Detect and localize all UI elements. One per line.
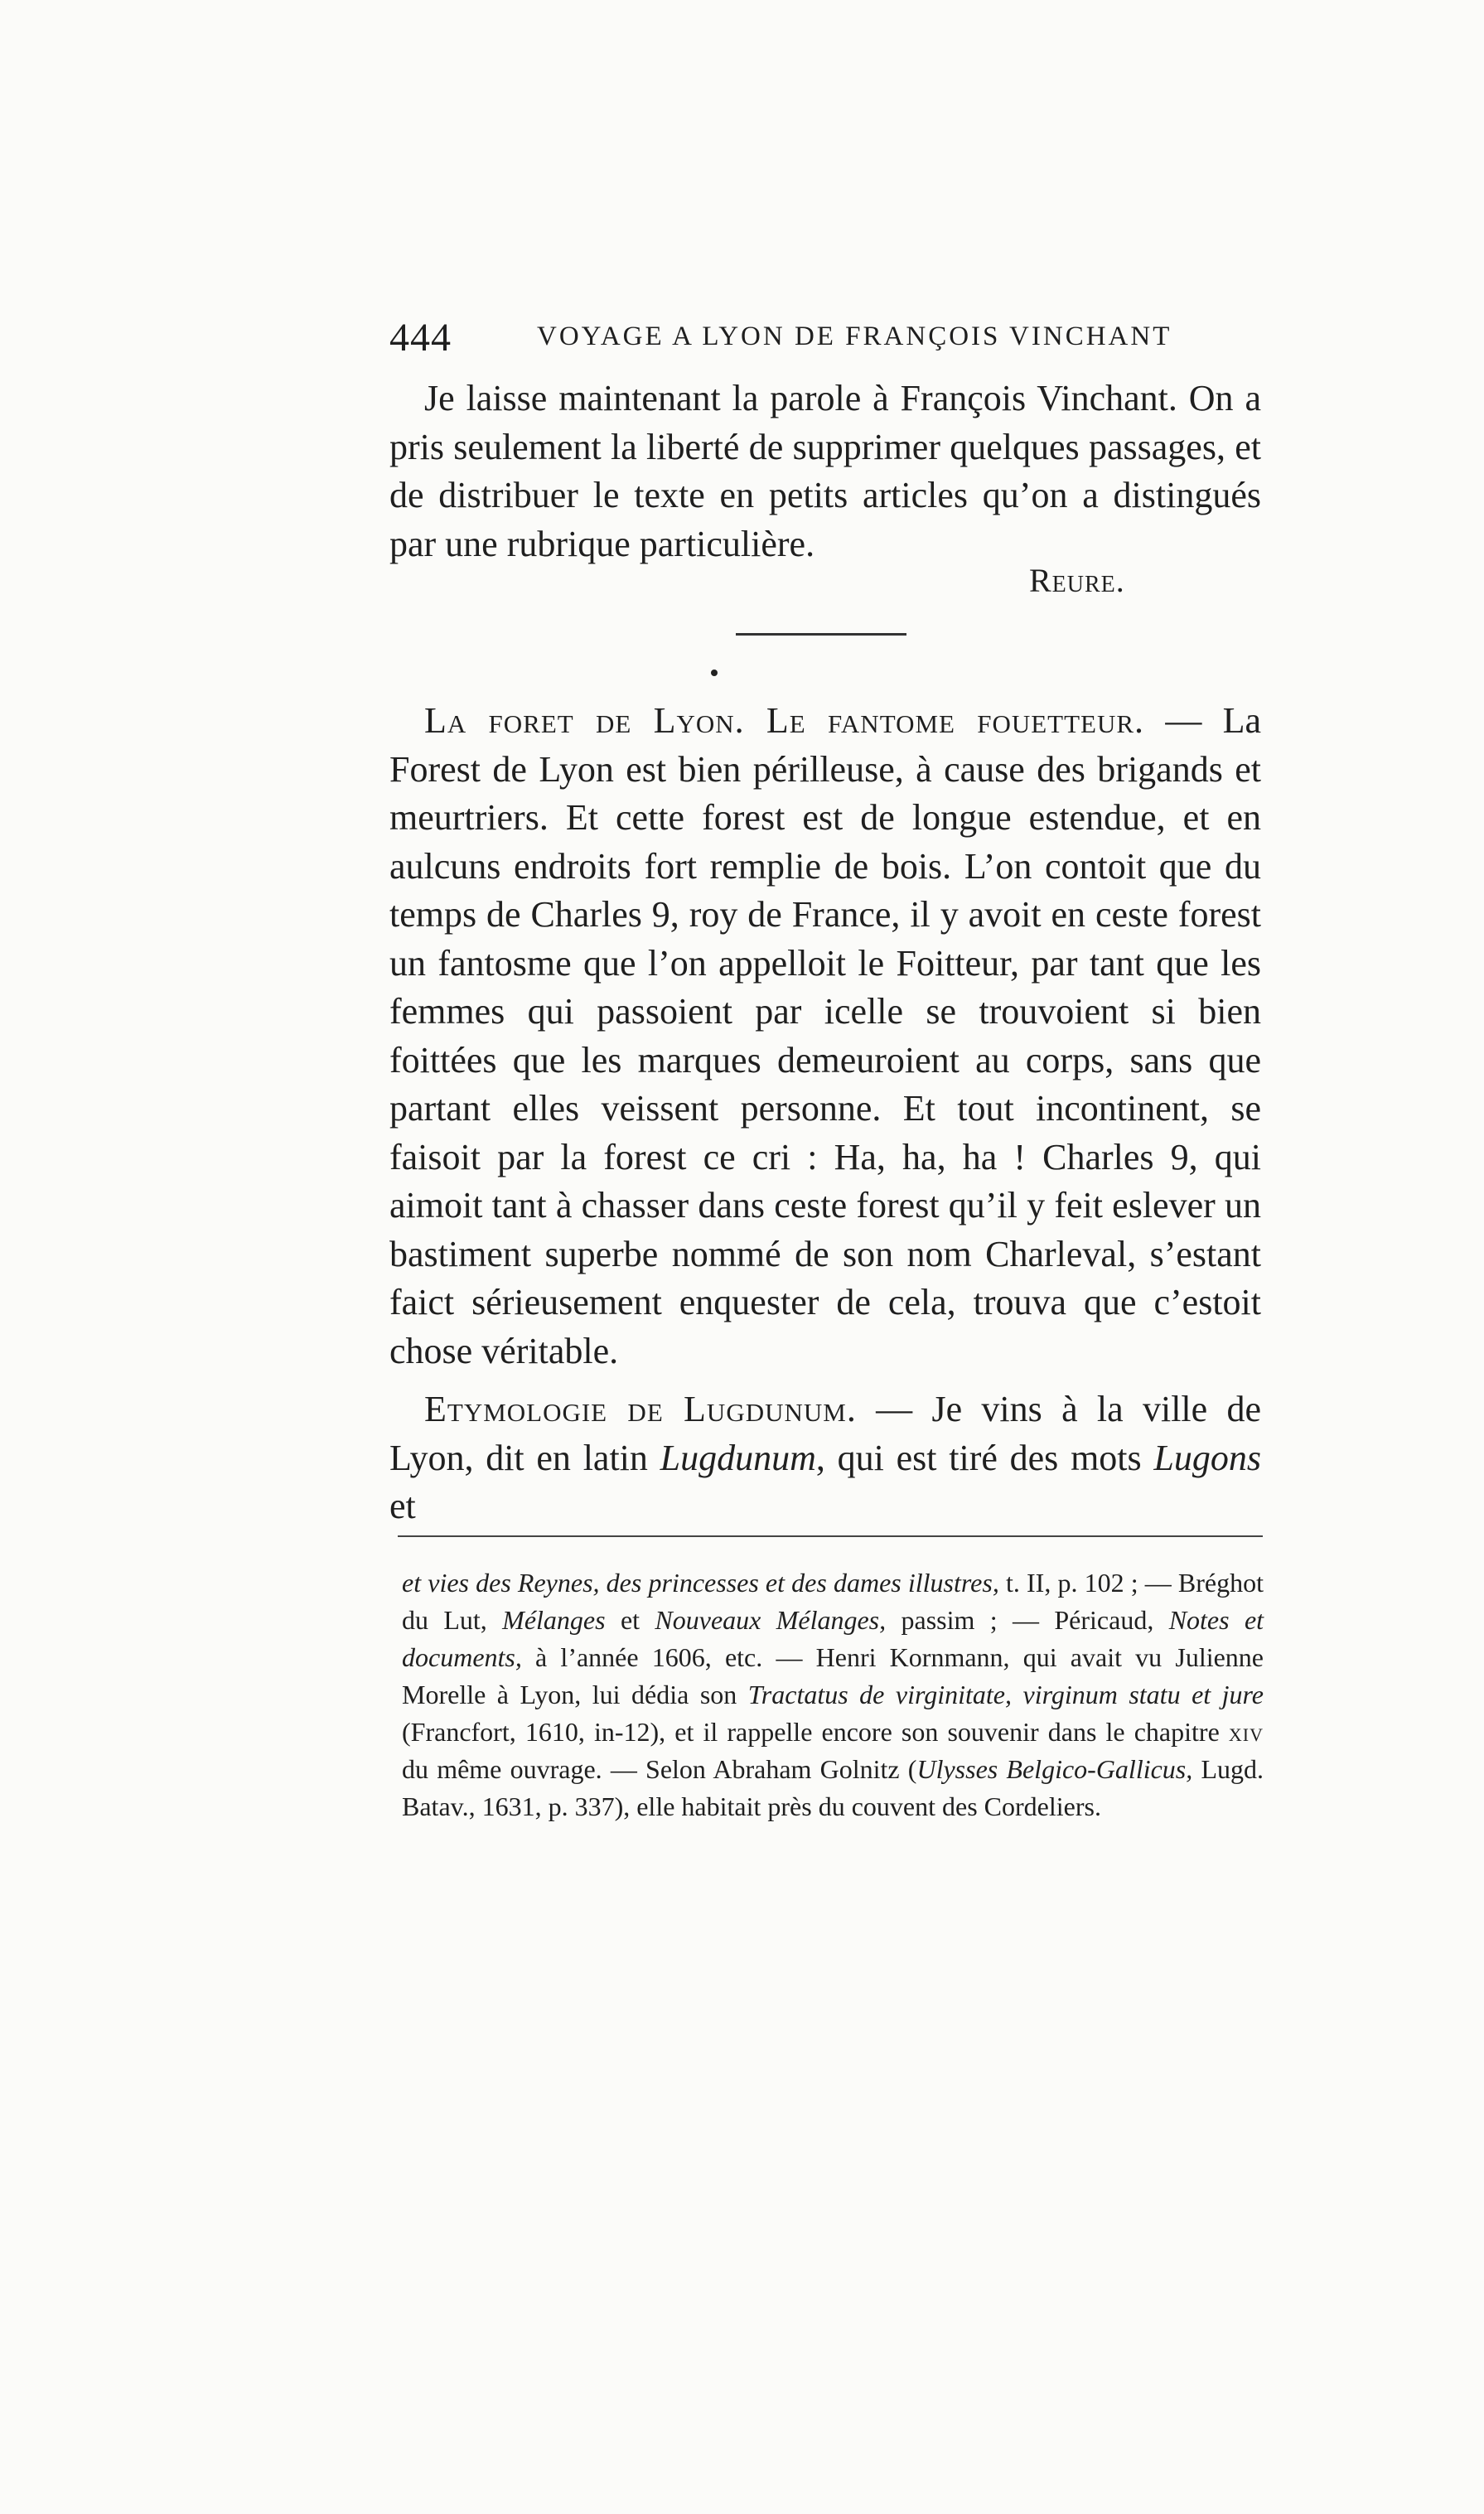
section2-heading: Etymologie de Lugdunum. — [424, 1389, 857, 1429]
section1-text: La Forest de Lyon est bien périlleuse, à cause des brigands et meurtriers. Et cette forest est de longue estendue, et en aulcuns endroits fort remplie de bois. L’on contoit que du temps de Charles 9, roy de France, il y avoit en ceste forest un fantosme que l’on appelloit le Foitteur, par tant que les femmes qui passoient par icelle se trouvoient si bien foittées que les marques demeuroient au corps, sans que partant elles veissent personne. Et tout incontinent, se faisoit par la forest ce cri : Ha, ha, ha ! Charles 9, qui aimoit tant à chasser dans ceste forest qu’il y feit eslever un bastiment superbe nommé de son nom Charleval, s’estant faict sérieusement enquester de cela, trouva que c’estoit chose véritable. — [389, 700, 1261, 1371]
page-number: 444 — [389, 316, 452, 360]
footnote-part: et — [605, 1605, 655, 1635]
footnote-part: Lugd. Batav., 1631, p. 337), elle habitait près du couvent des Cordeliers. — [402, 1754, 1264, 1821]
footnote-part: (Francfort, 1610, in-12), et il rappelle encore son souvenir dans le chapitre — [402, 1717, 1229, 1747]
author-signature: Reure. — [1029, 562, 1125, 599]
section2-text-b: , qui est tiré des mots — [815, 1437, 1154, 1478]
footnote-text — [402, 1564, 1264, 1825]
footnote-part: à l’année 1606, etc. — Henri Kornmann, qui avait vu Julienne Morelle à Lyon, lui dédia son — [402, 1642, 1264, 1709]
section2-dash: — — [856, 1389, 932, 1429]
separator-dot — [711, 670, 718, 676]
footnote-part: Mélanges — [502, 1605, 606, 1635]
footnote — [402, 1564, 1264, 1825]
section2-paragraph — [389, 1385, 1261, 1531]
footnote-part: passim ; — Péricaud, — [886, 1605, 1169, 1635]
section2-text-c: et — [389, 1486, 416, 1526]
footnote-rule — [398, 1535, 1263, 1537]
section1-paragraph — [389, 697, 1261, 1375]
section2-italic-lugdunum: Lugdunum — [660, 1437, 816, 1478]
section2-italic-lugons: Lugons — [1153, 1437, 1261, 1478]
section1-heading: La foret de Lyon. Le fantome fouetteur. — [424, 700, 1145, 741]
section1-dash: — — [1144, 700, 1223, 741]
section2-text-a: Je vins à la ville de Lyon, dit en latin — [389, 1389, 1262, 1478]
footnote-part: xiv — [1228, 1717, 1264, 1747]
footnote-part: t. II, p. 102 ; — Bréghot du Lut, — [402, 1568, 1264, 1635]
intro-paragraph — [389, 375, 1261, 568]
footnote-part: Tractatus de virginitate, virginum statu et jure — [747, 1680, 1264, 1709]
running-title: VOYAGE A LYON DE FRANÇOIS VINCHANT — [537, 322, 1172, 351]
footnote-part: Nouveaux Mélanges, — [655, 1605, 887, 1635]
section-foret-de-lyon — [389, 697, 1261, 1375]
section-separator — [736, 633, 906, 636]
page-header — [389, 315, 1172, 365]
footnote-part: Notes et documents, — [402, 1605, 1264, 1672]
intro-text: Je laisse maintenant la parole à François Vinchant. On a pris seulement la liberté de supprimer quelques passages, et de distribuer le texte en petits articles qu’on a distingués par une rubrique particulière. — [389, 378, 1261, 564]
footnote-part: Ulysses Belgico-Gallicus, — [916, 1754, 1193, 1784]
footnote-part: et vies des Reynes, des princesses et des dames illustres, — [402, 1568, 999, 1598]
footnote-part: du même ouvrage. — Selon Abraham Golnitz ( — [402, 1754, 917, 1784]
section-etymologie — [389, 1385, 1261, 1531]
